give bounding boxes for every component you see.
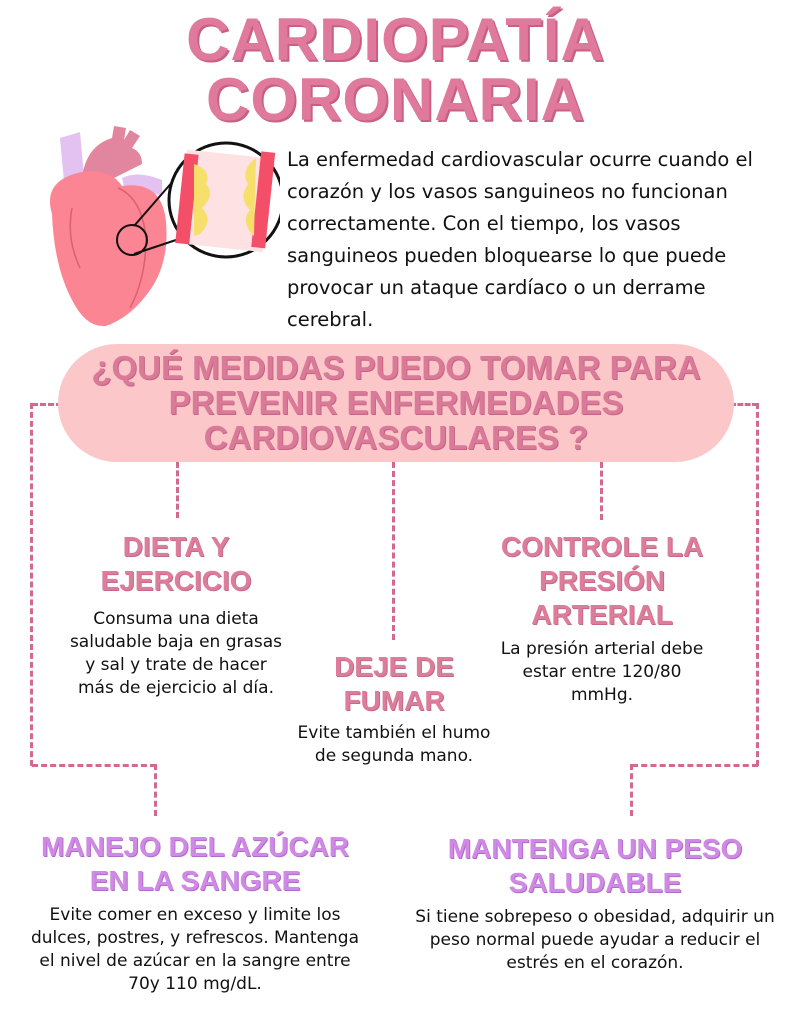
- connector-left-vertical: [30, 403, 33, 766]
- sugar-title-line-1: MANEJO DEL AZÚCAR: [40, 831, 349, 862]
- heart-illustration-icon: [30, 118, 280, 333]
- section-pressure: [480, 530, 724, 707]
- connector-right-top: [730, 403, 758, 406]
- diet-title-line-2: EJERCICIO: [100, 565, 252, 596]
- sugar-text: Evite comer en exceso y limite los dulces, postres, y refrescos. Mantenga el nivel de azúcar en la sangre entre 70y 110 mg/dL.: [30, 905, 360, 994]
- intro-text: La enfermedad cardiovascular ocurre cuando el corazón y los vasos sanguineos no funcionan correctamente. Con el tiempo, los vasos sanguineos pueden bloquearse lo que puede provocar un ataque cardíaco o un derrame cerebral.: [287, 148, 753, 331]
- diet-text: Consuma una dieta saludable baja en grasas y sal y trate de hacer más de ejercicio al día.: [69, 609, 283, 698]
- smoke-title-line-2: FUMAR: [343, 685, 445, 716]
- smoke-title: [276, 650, 512, 718]
- question-line-3: CARDIOVASCULARES ?: [203, 419, 589, 456]
- pressure-title-line-3: ARTERIAL: [531, 599, 673, 630]
- connector-right-drop: [630, 764, 633, 816]
- sugar-title-line-2: EN LA SANGRE: [89, 865, 301, 896]
- section-weight: [404, 832, 786, 975]
- smoke-text: Evite también el humo de segunda mano.: [297, 723, 491, 766]
- smoke-title-line-1: DEJE DE: [334, 651, 454, 682]
- pressure-title: [480, 530, 724, 632]
- connector-right-bottom: [632, 764, 758, 767]
- title-line-1: CARDIOPATÍA: [186, 6, 605, 73]
- question-text: [58, 350, 734, 455]
- diet-title: [56, 530, 296, 598]
- connector-left-drop: [154, 764, 157, 816]
- pressure-text: La presión arterial debe estar entre 120/80 mmHg.: [500, 639, 704, 705]
- connector-pressure: [600, 462, 603, 520]
- diet-title-line-1: DIETA Y: [122, 531, 230, 562]
- connector-diet: [176, 462, 179, 518]
- weight-title-line-2: SALUDABLE: [508, 867, 682, 898]
- connector-right-vertical: [756, 403, 759, 766]
- section-diet: [56, 530, 296, 700]
- sugar-title: [10, 830, 380, 898]
- section-sugar: [10, 830, 380, 996]
- title-line-2: CORONARIA: [206, 66, 585, 133]
- pressure-title-line-1: CONTROLE LA: [500, 531, 704, 562]
- page-title: [0, 6, 791, 133]
- pressure-title-line-2: PRESIÓN: [538, 565, 666, 596]
- connector-smoke: [392, 462, 395, 640]
- weight-text: Si tiene sobrepeso o obesidad, adquirir un peso normal puede ayudar a reducir el estrés en el corazón.: [415, 907, 775, 973]
- question-line-1: ¿QUÉ MEDIDAS PUEDO TOMAR PARA: [91, 349, 701, 386]
- blocked-artery-icon: [169, 143, 280, 257]
- connector-left-bottom: [32, 764, 156, 767]
- section-smoke: [276, 650, 512, 768]
- weight-title: [404, 832, 786, 900]
- weight-title-line-1: MANTENGA UN PESO: [447, 833, 743, 864]
- question-line-2: PREVENIR ENFERMEDADES: [168, 384, 624, 421]
